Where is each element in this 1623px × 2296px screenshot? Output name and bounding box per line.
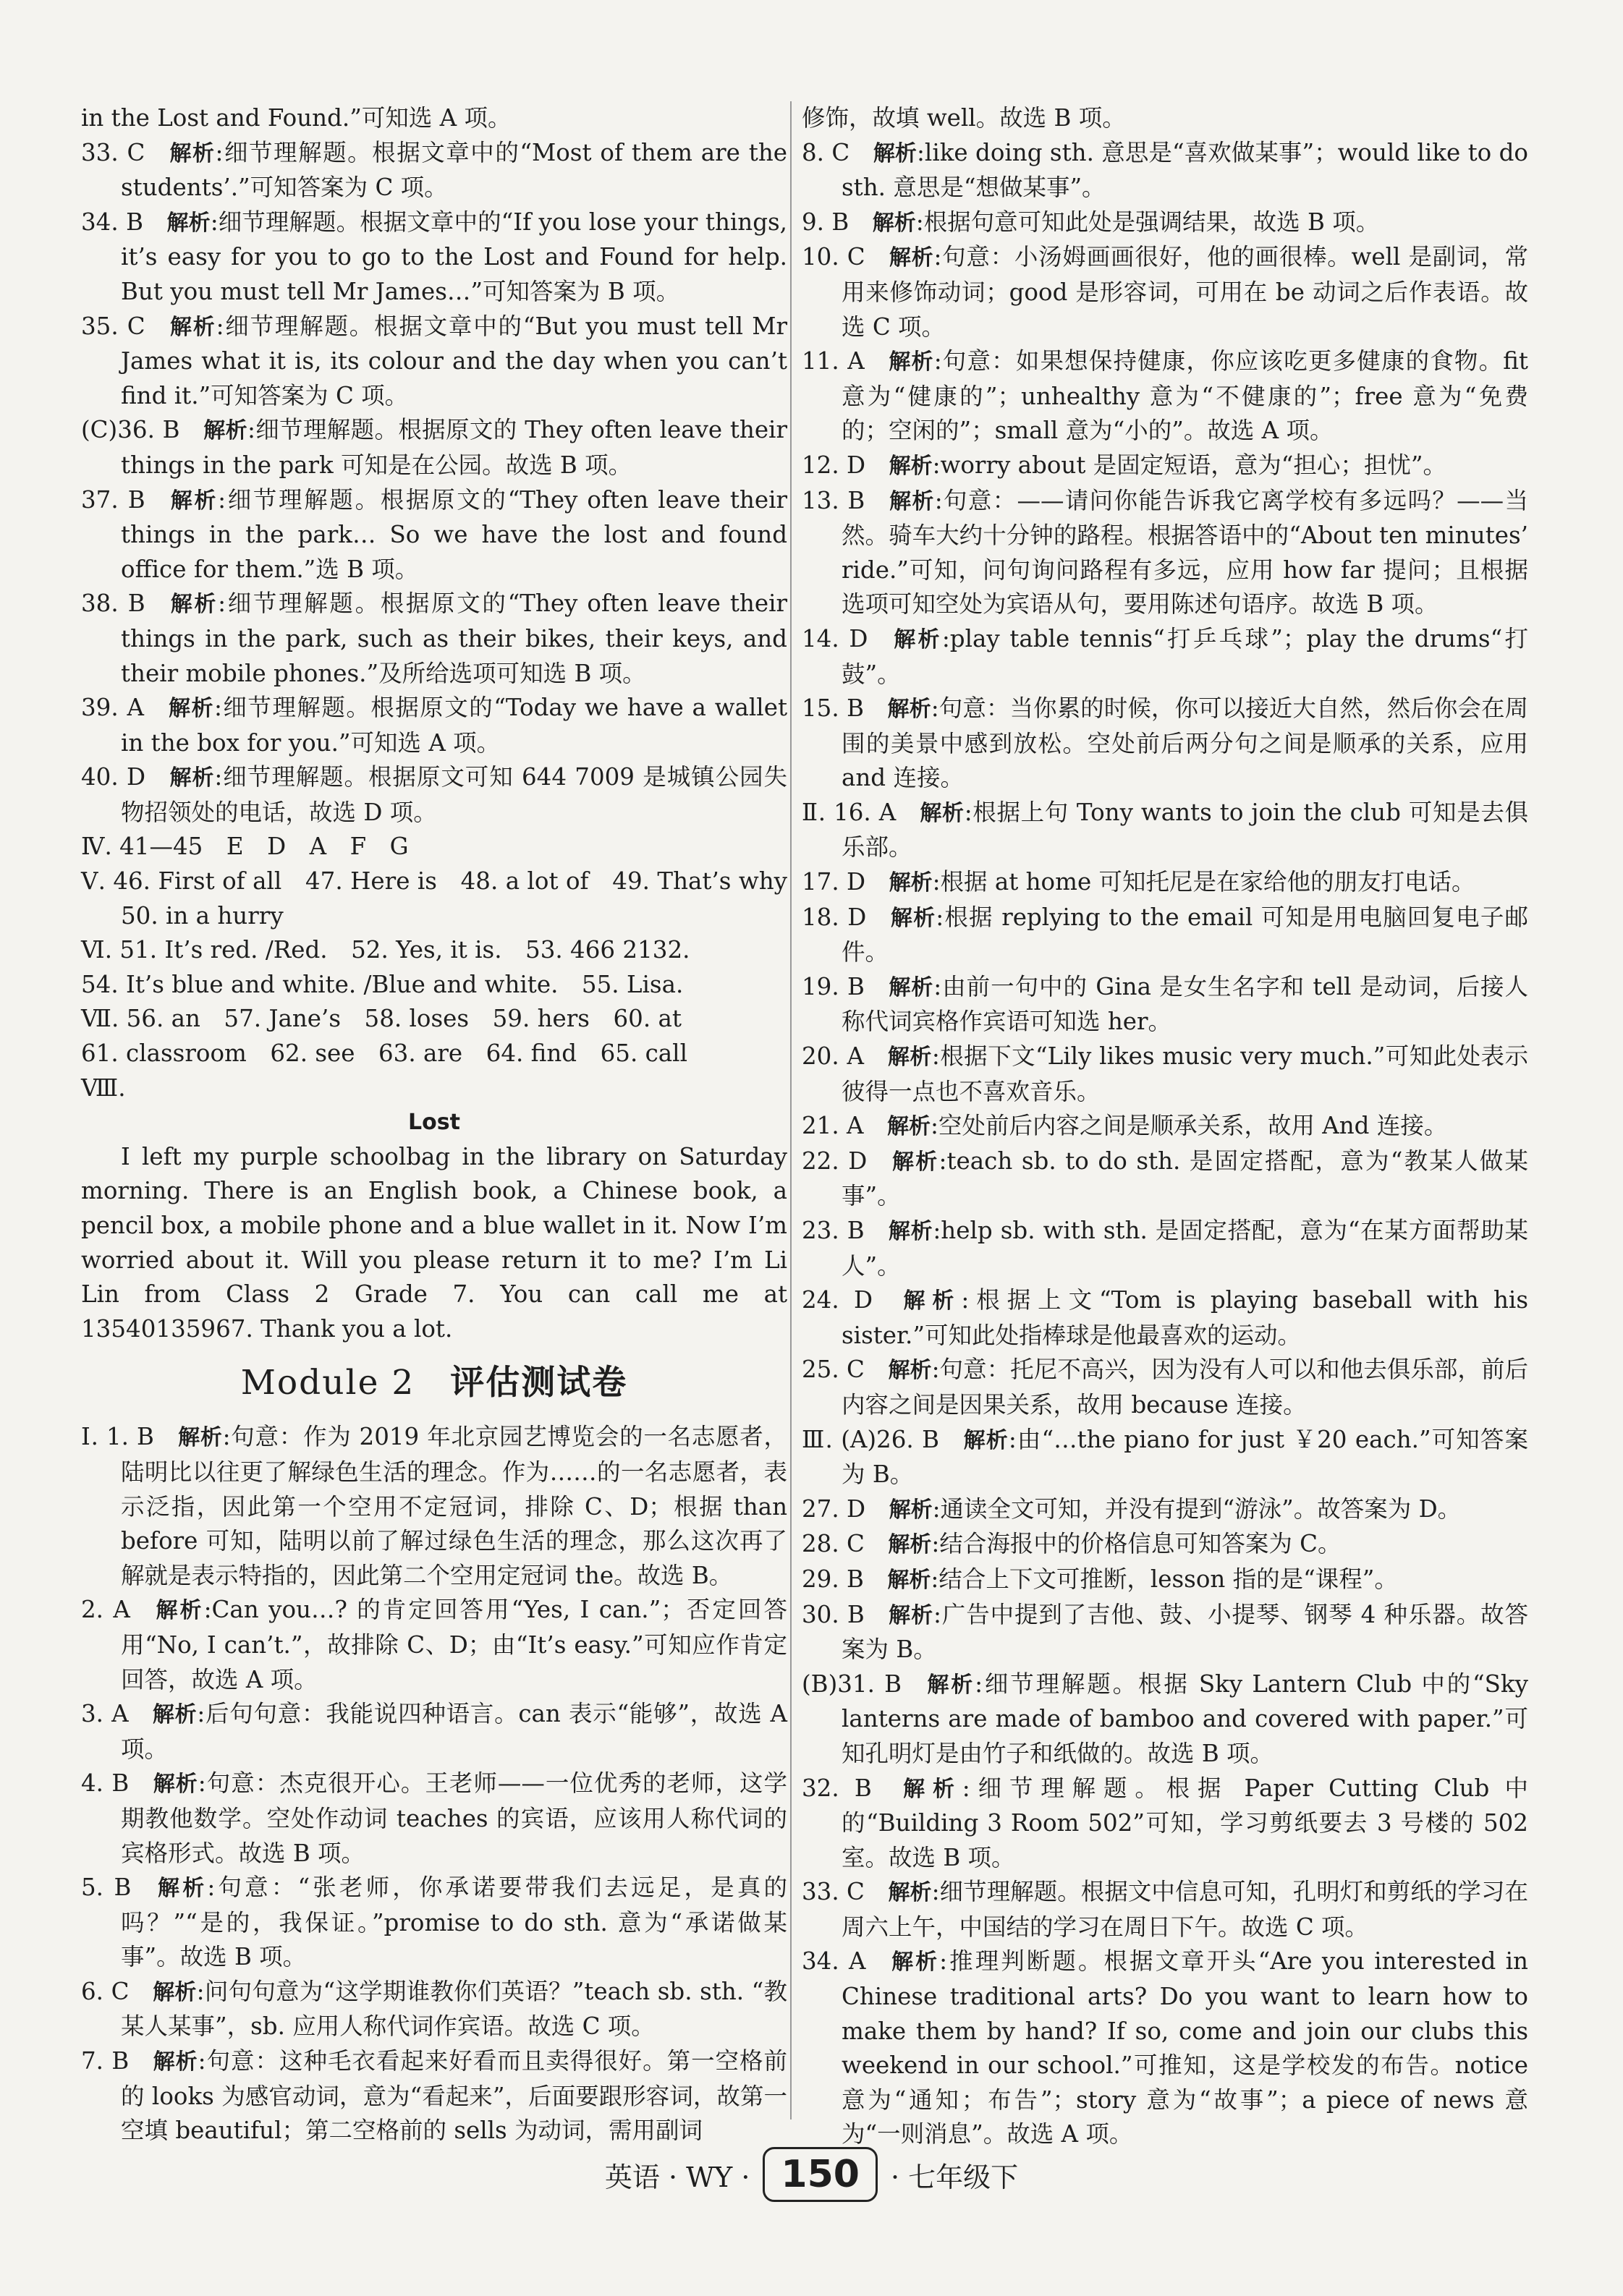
analysis-label: 解析: [152, 1772, 198, 1798]
analysis-label: 解析: [888, 349, 934, 375]
answer-number: 17. D: [802, 868, 866, 896]
analysis-label: 解析: [888, 1532, 932, 1558]
analysis-label: 解析: [889, 905, 936, 931]
answer-text: 54. It’s blue and white. /Blue and white. 55. Lisa.: [81, 970, 684, 998]
analysis-label: 解析: [888, 1602, 933, 1628]
module-subtitle: 评估测试卷: [450, 1363, 628, 1403]
answer-text: 修饰，故填 well。故选 B 项。: [802, 104, 1126, 132]
answer-text: Ⅷ.: [81, 1073, 126, 1102]
answer-number: 29. B: [802, 1565, 864, 1593]
analysis-label: 解析: [888, 1219, 933, 1244]
answer-item: [802, 865, 1528, 901]
analysis-label: 解析: [925, 1672, 975, 1698]
answer-text: :like doing sth. 意思是“喜欢做某事”；would like to do sth. 意思是“想做某事”。: [842, 138, 1528, 202]
answer-item: [81, 2044, 787, 2148]
answer-text: I left my purple schoolbag in the library on Saturday morning. There is an English book, a Chinese book, a pencil box, a mobile phone and a blue wallet in it. Now I’m worried about it. Will you please return it to me? I’m Li Lin from Class 2 Grade 7. You can call me at 13540135967. Thank you a lot.: [81, 1142, 787, 1343]
answer-text: Ⅴ. 46. First of all 47. Here is 48. a lot of 49. That’s why 50. in a hurry: [81, 867, 787, 930]
answer-item: [81, 1002, 787, 1037]
analysis-label: 解析: [896, 1288, 962, 1314]
analysis-label: 解析: [887, 1567, 931, 1593]
answer-number: Ⅱ. 16. A: [802, 798, 897, 826]
answer-number: 37. B: [81, 485, 145, 514]
answer-text: :空处前后内容之间是顺承关系，故用 And 连接。: [931, 1112, 1448, 1140]
answer-item: [802, 1875, 1528, 1944]
analysis-label: 解析: [919, 800, 965, 826]
answer-number: 19. B: [802, 972, 865, 1000]
answer-text: :句意：当你累的时候，你可以接近大自然，然后你会在周围的美景中感到放松。空处前后两分句之间是顺承的关系，应用 and 连接。: [842, 694, 1529, 792]
answer-text: :细节理解题。根据文中信息可知，孔明灯和剪纸的学习在周六上午，中国结的学习在周日下午。故选 C 项。: [842, 1878, 1529, 1941]
answer-item: [802, 205, 1528, 241]
answer-number: 22. D: [802, 1147, 868, 1175]
page-number: 150: [763, 2147, 878, 2202]
answer-number: 12. D: [802, 451, 866, 479]
analysis-label: 解析: [152, 1979, 197, 2005]
answer-number: 39. A: [81, 694, 144, 722]
analysis-label: 解析: [887, 1114, 931, 1140]
left-column: [81, 101, 787, 2148]
analysis-label: 解析: [887, 697, 931, 723]
answer-text: Ⅵ. 51. It’s red. /Red. 52. Yes, it is. 53. 466 2132.: [81, 936, 690, 964]
answer-text: :根据 at home 可知托尼是在家给他的朋友打电话。: [932, 868, 1475, 896]
answer-text: :细节理解题。根据 Paper Cutting Club 中的“Building 3 Room 502”可知，学习剪纸要去 3 号楼的 502 室。故选 B 项。: [842, 1774, 1528, 1871]
answer-text: Ⅳ. 41—45 E D A F G: [81, 833, 409, 861]
footer-grade: · 七年级下: [890, 2161, 1019, 2193]
answer-item: [802, 1353, 1528, 1422]
answer-item: [802, 101, 1528, 136]
answer-text: :细节理解题。根据原文的 They often leave their things in the park 可知是在公园。故选 B 项。: [121, 416, 787, 479]
answer-text: :细节理解题。根据文章中的“But you must tell Mr James what it is, its colour and the day when you can’t find it.”可知答案为 C 项。: [121, 312, 788, 409]
answer-item: [81, 1871, 787, 1975]
answer-text: :Can you…? 的肯定回答用“Yes, I can.”；否定回答用“No, I can’t.”，故排除 C、D；由“It’s easy.”可知应作肯定回答，故选 A 项。: [121, 1596, 788, 1693]
analysis-label: 解析: [873, 140, 917, 166]
answer-item: [802, 344, 1528, 448]
answer-item: [81, 587, 787, 691]
answer-item: [802, 1144, 1528, 1214]
answer-number: 40. D: [81, 763, 146, 791]
answer-number: 27. D: [802, 1494, 866, 1523]
answer-number: 8. C: [802, 138, 850, 166]
answer-item: [81, 1766, 787, 1871]
analysis-label: 解析: [166, 210, 211, 236]
answer-text: :句意：如果想保持健康，你应该吃更多健康的食物。fit 意为“健康的”；unhealthy 意为“不健康的”；free 意为“免费的；空闲的”；small 意为“小的”。故选 A 项。: [842, 347, 1528, 445]
analysis-label: 解析: [888, 1880, 932, 1906]
answer-item: [81, 830, 787, 864]
answer-text: :句意：杰克很开心。王老师——一位优秀的老师，这学期教他数学。空处作动词 teaches 的宾语，应该用人称代词的宾格形式。故选 B 项。: [121, 1769, 787, 1867]
answer-number: 7. B: [81, 2047, 130, 2075]
analysis-label: 解析: [169, 592, 219, 618]
analysis-label: 解析: [889, 870, 933, 896]
answer-item: [81, 968, 787, 1003]
answer-number: 35. C: [81, 312, 145, 340]
answer-item: [802, 1527, 1528, 1562]
answer-item: [802, 1214, 1528, 1283]
answer-item: [81, 413, 787, 482]
analysis-label: 解析: [177, 1425, 223, 1451]
answer-text: :细节理解题。根据文章中的“Most of them are the students’.”可知答案为 C 项。: [121, 138, 788, 202]
answer-text: :推理判断题。根据文章开头“Are you interested in Chinese traditional arts? Do you want to learn how to make them by hand? If so, come and join our clubs this weekend in our school.”可推知，这是学校发的布告。notice 意为“通知；布告”；story 意为“故事”；a piece of news 意为“一则消息”。故选 A 项。: [842, 1947, 1528, 2148]
answer-text: :help sb. with sth. 是固定搭配，意为“在某方面帮助某人”。: [842, 1217, 1529, 1280]
answer-item: [802, 1283, 1528, 1353]
answer-text: :worry about 是固定短语，意为“担心；担忧”。: [932, 451, 1446, 479]
footer-subject: 英语 · WY ·: [604, 2161, 750, 2193]
analysis-label: 解析: [889, 245, 934, 271]
analysis-label: 解析: [887, 1045, 932, 1071]
answer-text: :根据 replying to the email 可知是用电脑回复电子邮件。: [842, 903, 1528, 966]
answer-item: [802, 448, 1528, 484]
answer-text: :根据下文“Lily likes music very much.”可知此处表示彼得一点也不喜欢音乐。: [842, 1042, 1529, 1105]
analysis-label: 解析: [167, 696, 214, 722]
answer-number: 18. D: [802, 903, 867, 931]
answer-number: (C)36. B: [81, 416, 180, 444]
answer-text: :结合上下文可推断，lesson 指的是“课程”。: [931, 1565, 1398, 1593]
analysis-label: 解析: [169, 765, 215, 791]
answer-item: [81, 1420, 787, 1593]
analysis-label: 解析: [895, 1776, 962, 1802]
answer-number: 28. C: [802, 1530, 865, 1558]
answer-number: 6. C: [81, 1977, 130, 2005]
analysis-label: 解析: [890, 1149, 939, 1175]
answer-number: Ⅲ. (A)26. B: [802, 1425, 940, 1453]
answer-text: Ⅶ. 56. an 57. Jane’s 58. loses 59. hers 60. at: [81, 1005, 682, 1033]
answer-item: [81, 310, 787, 414]
analysis-label: 解析: [962, 1427, 1009, 1453]
answer-text: :根据上文“Tom is playing baseball with his sister.”可知此处指棒球是他最喜欢的运动。: [842, 1286, 1529, 1349]
analysis-label: 解析: [888, 974, 934, 1000]
answer-item: [81, 205, 787, 310]
analysis-label: 解析: [152, 2049, 198, 2075]
answer-number: 13. B: [802, 486, 865, 514]
answer-item: [81, 760, 787, 830]
answer-number: 14. D: [802, 624, 868, 652]
analysis-label: 解析: [168, 140, 216, 166]
answer-number: 4. B: [81, 1769, 130, 1798]
analysis-label: 解析: [872, 210, 916, 236]
answer-text: :问句句意为“这学期谁教你们英语？”teach sb. sth. “教某人某事”，sb. 应用人称代词作宾语。故选 C 项。: [121, 1977, 788, 2041]
essay-title: Lost: [408, 1110, 460, 1136]
analysis-label: 解析: [889, 453, 933, 479]
answer-item: [81, 1037, 787, 1071]
module-title: [81, 1351, 787, 1416]
answer-item: [802, 1598, 1528, 1667]
answer-text: :teach sb. to do sth. 是固定搭配，意为“教某人做某事”。: [842, 1147, 1529, 1210]
answer-item: [802, 1423, 1528, 1492]
answer-item: [802, 484, 1528, 622]
answer-item: [81, 1071, 787, 1106]
answer-number: (B)31. B: [802, 1670, 902, 1698]
answer-text: :由“…the piano for just ￥20 each.”可知答案为 B。: [842, 1425, 1529, 1489]
analysis-label: 解析: [203, 418, 247, 444]
answer-number: 21. A: [802, 1112, 864, 1140]
answer-number: 33. C: [802, 1878, 865, 1906]
answer-number: 30. B: [802, 1600, 865, 1628]
page-footer: [0, 2147, 1623, 2202]
answer-number: 24. D: [802, 1286, 873, 1314]
answer-item: [81, 483, 787, 587]
answer-text: :根据句意可知此处是强调结果，故选 B 项。: [915, 208, 1380, 236]
answer-item: [802, 1109, 1528, 1144]
answer-number: 32. B: [802, 1774, 872, 1802]
analysis-label: 解析: [888, 488, 935, 514]
answer-text: :细节理解题。根据原文可知 644 7009 是城镇公园失物招领处的电话，故选 D 项。: [121, 763, 788, 826]
answer-text: :细节理解题。根据原文的“Today we have a wallet in the box for you.”可知选 A 项。: [121, 694, 787, 757]
answer-text: :play table tennis“打乒乓球”；play the drums“打鼓”。: [842, 624, 1528, 688]
answer-text: :细节理解题。根据原文的“They often leave their things in the park… So we have the lost and found office for them.”选 B 项。: [121, 485, 787, 583]
answer-number: 33. C: [81, 138, 145, 166]
answer-item: [802, 692, 1528, 796]
answer-number: 34. B: [81, 208, 143, 236]
answer-number: 15. B: [802, 694, 864, 723]
analysis-label: 解析: [889, 1950, 940, 1976]
answer-text: :句意：——请问你能告诉我它离学校有多远吗？——当然。骑车大约十分钟的路程。根据答语中的“About ten minutes’ ride.”可知，问句询问路程有多远，应用 how far 提问；且根据选项可知空处为宾语从句，要用陈述句语序。故选 B 项。: [842, 486, 1528, 618]
answer-item: [802, 1772, 1528, 1876]
analysis-label: 解析: [888, 1358, 932, 1384]
answer-item: [802, 622, 1528, 692]
analysis-label: 解析: [169, 488, 219, 514]
answer-item: [802, 1667, 1528, 1772]
answer-item: [81, 691, 787, 760]
answer-text: :后句句意：我能说四种语言。can 表示“能够”，故选 A 项。: [121, 1700, 788, 1763]
answer-item: [802, 796, 1528, 865]
answer-number: 23. B: [802, 1217, 865, 1244]
answer-number: 38. B: [81, 590, 145, 618]
answer-text: in the Lost and Found.”可知选 A 项。: [81, 104, 512, 132]
answer-item: [81, 933, 787, 968]
answer-number: 20. A: [802, 1042, 864, 1071]
answer-text: :句意：作为 2019 年北京园艺博览会的一名志愿者，陆明比以往更了解绿色生活的理念。作为……的一名志愿者，表示泛指，因此第一个空用不定冠词，排除 C、D；根据 than before 可知，陆明以前了解过绿色生活的理念，那么这次再了解就是表示特指的，因此第二个空用定冠词 the。故选 B。: [121, 1423, 788, 1589]
answer-item: [802, 1944, 1528, 2152]
analysis-label: 解析: [153, 1598, 204, 1624]
right-column: [802, 101, 1528, 2152]
answer-item: [81, 1697, 787, 1766]
answer-item: [802, 1562, 1528, 1598]
answer-number: 5. B: [81, 1874, 132, 1902]
answer-text: :细节理解题。根据 Sky Lantern Club 中的“Sky lanterns are made of bamboo and covered with paper.”可知孔明灯是由竹子和纸做的。故选 B 项。: [842, 1670, 1528, 1767]
analysis-label: 解析: [154, 1876, 208, 1902]
answer-text: :由前一句中的 Gina 是女生名字和 tell 是动词，后接人称代词宾格作宾语可知选 her。: [842, 972, 1529, 1036]
answer-item: [802, 240, 1528, 344]
answer-text: 61. classroom 62. see 63. are 64. find 65. call: [81, 1039, 687, 1068]
answer-text: :结合海报中的价格信息可知答案为 C。: [931, 1530, 1342, 1558]
answer-item: [802, 1492, 1528, 1528]
answer-number: 34. A: [802, 1947, 866, 1976]
answer-text: :通读全文可知，并没有提到“游泳”。故答案为 D。: [932, 1494, 1462, 1523]
answer-number: 10. C: [802, 243, 865, 271]
answer-number: 11. A: [802, 347, 865, 375]
answer-item: [81, 1593, 787, 1697]
answer-number: 9. B: [802, 208, 849, 236]
answer-number: 2. A: [81, 1596, 130, 1624]
answer-number: Ⅰ. 1. B: [81, 1423, 154, 1451]
answer-item: [802, 136, 1528, 205]
answer-text: :广告中提到了吉他、鼓、小提琴、钢琴 4 种乐器。故答案为 B。: [842, 1600, 1528, 1664]
answer-text: :细节理解题。根据文章中的“If you lose your things, it’s easy for you to go to the Lost and Found for help. But you must tell Mr James…”可知答案为 B 项。: [121, 208, 788, 305]
answer-item: [81, 136, 787, 205]
answer-text: :句意：“张老师，你承诺要带我们去远足，是真的吗？”“是的，我保证。”promise to do sth. 意为“承诺做某事”。故选 B 项。: [121, 1874, 787, 1971]
answer-text: :细节理解题。根据原文的“They often leave their things in the park, such as their bikes, their keys, and their mobile phones.”及所给选项可知选 B 项。: [121, 590, 787, 687]
answer-item: [81, 864, 787, 933]
answer-item: [81, 1975, 787, 2044]
analysis-label: 解析: [891, 626, 942, 652]
answer-number: 25. C: [802, 1356, 865, 1384]
analysis-label: 解析: [169, 314, 216, 340]
answer-item: [802, 1039, 1528, 1109]
answer-number: 3. A: [81, 1700, 129, 1728]
answer-text: :句意：这种毛衣看起来好看而且卖得很好。第一空格前的 looks 为感官动词，意为“看起来”，后面要跟形容词，故第一空填 beautiful；第二空格前的 sells 为动词，需用副词: [121, 2047, 788, 2145]
answer-item: [802, 970, 1528, 1039]
answer-text: :句意：小汤姆画画很好，他的画很棒。well 是副词，常用来修饰动词；good 是形容词，可用在 be 动词之后作表语。故选 C 项。: [842, 243, 1529, 341]
analysis-label: 解析: [889, 1497, 933, 1523]
answer-text: :根据上句 Tony wants to join the club 可知是去俱乐部。: [842, 798, 1529, 862]
answer-item: [81, 101, 787, 136]
answer-item: [81, 1140, 787, 1347]
answer-text: :句意：托尼不高兴，因为没有人可以和他去俱乐部，前后内容之间是因果关系，故用 because 连接。: [842, 1356, 1529, 1419]
answer-item: [802, 901, 1528, 970]
module-name: Module 2: [240, 1363, 415, 1403]
analysis-label: 解析: [152, 1702, 198, 1728]
column-divider: [790, 101, 792, 2119]
